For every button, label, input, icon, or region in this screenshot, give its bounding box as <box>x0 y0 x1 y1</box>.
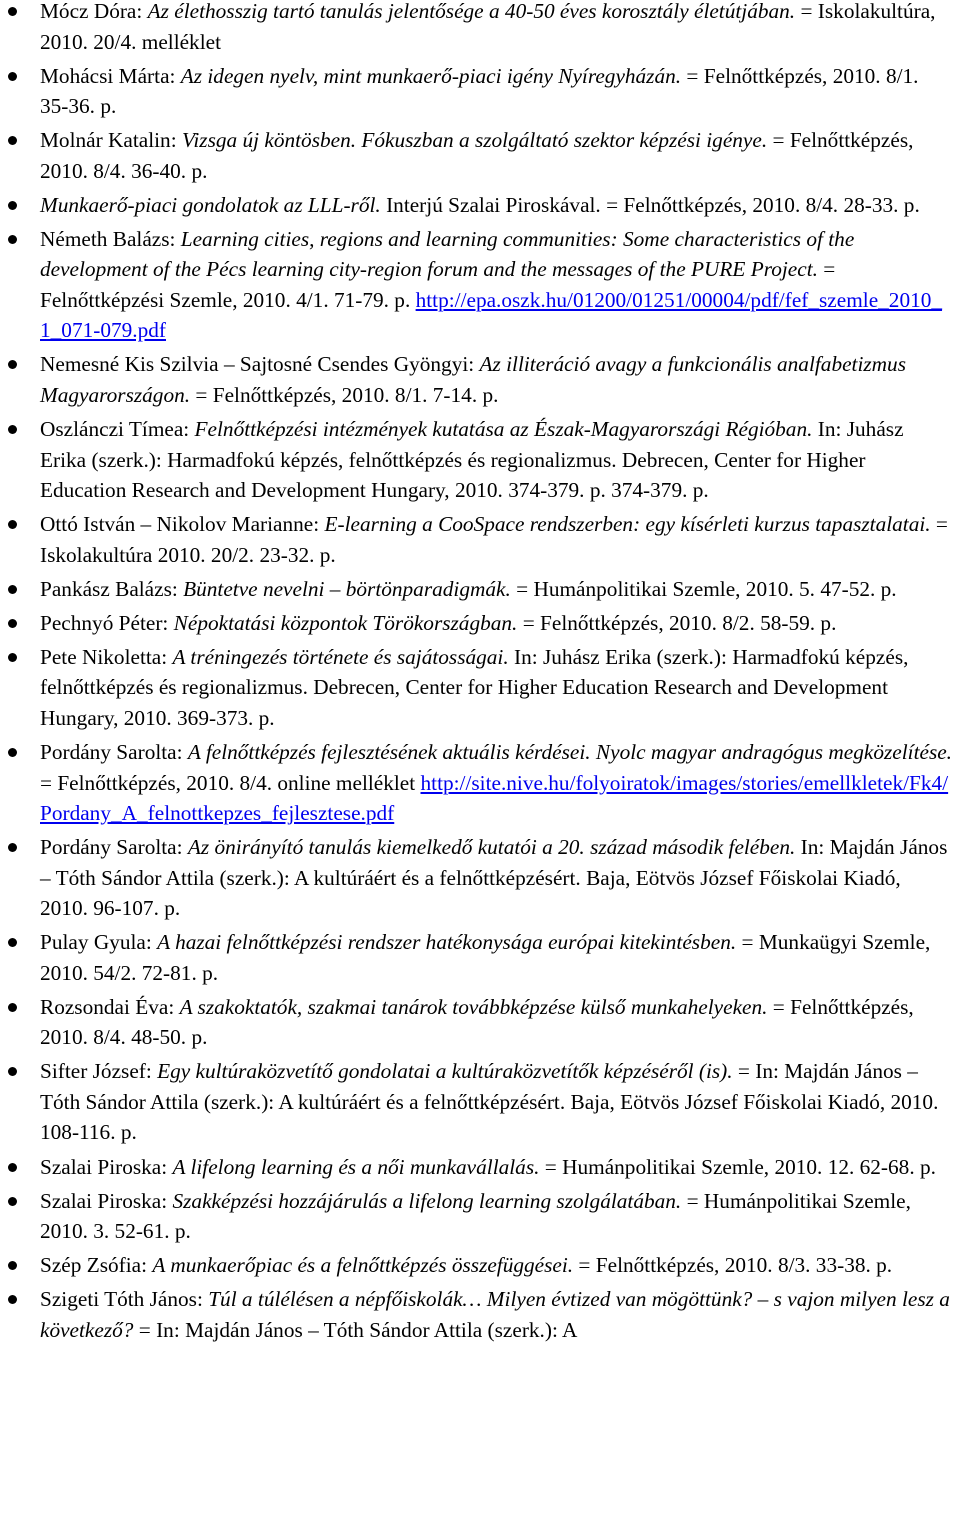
entry-title: E-learning a CooSpace rendszerben: egy kísérleti kurzus tapasztalatai. <box>324 512 931 537</box>
entry-author: Pulay Gyula: <box>40 930 158 955</box>
entry-source: = Felnőttképzés, 2010. 8/1. 7-14. p. <box>190 382 499 407</box>
bibliography-entry <box>40 832 952 924</box>
entry-author: Németh Balázs: <box>40 226 181 251</box>
entry-source: = Felnőttképzés, 2010. 8/4. 36-40. p. <box>40 128 914 183</box>
bibliography-entry <box>40 992 952 1053</box>
entry-source: = In: Majdán János – Tóth Sándor Attila (szerk.): A kultúráért és a felnőttképzésért. Baja, Eötvös József Főiskolai Kiadó, 2010. 108-116. p. <box>40 1059 939 1145</box>
entry-source: = Iskolakultúra, 2010. 20/4. melléklet <box>40 0 936 54</box>
bibliography-entry <box>40 349 952 410</box>
entry-author: Pechnyó Péter: <box>40 610 174 635</box>
entry-source: In: Juhász Erika (szerk.): Harmadfokú képzés, felnőttképzés és regionalizmus. Debrecen, Center for Higher Education Research and Development Hungary, 2010. 369-373. p. <box>40 644 909 730</box>
entry-source: In: Majdán János – Tóth Sándor Attila (szerk.): A kultúráért és a felnőttképzésért. Baja, Eötvös József Főiskolai Kiadó, 2010. 96-107. p. <box>40 835 948 921</box>
bibliography-entry <box>40 737 952 829</box>
entry-title: Túl a túlélésen a népfőiskolák… Milyen évtized van mögöttünk? – s vajon milyen lesz a következő? <box>40 1287 950 1342</box>
entry-author: Ottó István – Nikolov Marianne: <box>40 512 325 537</box>
entry-author: Pete Nikoletta: <box>40 644 173 669</box>
bibliography-entry <box>40 1152 952 1183</box>
bibliography-entry <box>40 190 952 221</box>
bibliography-entry <box>40 642 952 734</box>
entry-source: = Munkaügyi Szemle, 2010. 54/2. 72-81. p. <box>40 930 931 985</box>
entry-source: = In: Majdán János – Tóth Sándor Attila (szerk.): A <box>133 1317 578 1342</box>
entry-title: Munkaerő-piaci gondolatok az LLL-ről. <box>40 192 381 217</box>
entry-source: = Felnőttképzési Szemle, 2010. 4/1. 71-79. p. <box>40 257 836 312</box>
entry-title: A lifelong learning és a női munkavállalás. <box>172 1154 540 1179</box>
entry-title: Az illiteráció avagy a funkcionális analfabetizmus Magyarországon. <box>40 352 906 407</box>
entry-author: Sifter József: <box>40 1059 158 1084</box>
entry-title: Az önirányító tanulás kiemelkedő kutatói a 20. század második felében. <box>187 835 796 860</box>
entry-author: Szalai Piroska: <box>40 1154 173 1179</box>
entry-link[interactable]: http://site.nive.hu/folyoiratok/images/stories/emellkletek/Fk4/Pordany_A_felnottkepzes_fejlesztese.pdf <box>40 770 949 826</box>
entry-title: A munkaerőpiac és a felnőttképzés összefüggései. <box>152 1253 574 1278</box>
entry-author: Szép Zsófia: <box>40 1253 153 1278</box>
entry-author: Molnár Katalin: <box>40 128 182 153</box>
entry-author: Nemesné Kis Szilvia – Sajtosné Csendes Gyöngyi: <box>40 352 480 377</box>
bibliography-entry <box>40 0 952 57</box>
entry-source: = Felnőttképzés, 2010. 8/1. 35-36. p. <box>40 63 919 119</box>
entry-title: Egy kultúraközvetítő gondolatai a kultúraközvetítők képzéséről (is). <box>157 1059 733 1084</box>
entry-title: A felnőttképzés fejlesztésének aktuális kérdései. Nyolc magyar andragógus megközelítése. <box>187 740 953 765</box>
entry-source: = Felnőttképzés, 2010. 8/3. 33-38. p. <box>573 1253 893 1278</box>
entry-title: Felnőttképzési intézmények kutatása az Észak-Magyarországi Régióban. <box>194 417 813 442</box>
entry-title: Learning cities, regions and learning communities: Some characteristics of the development of the Pécs learning city-region forum and the messages of the PURE Project. <box>40 226 855 282</box>
entry-author: Oszlánczi Tímea: <box>40 417 195 442</box>
bibliography-entry <box>40 927 952 988</box>
bibliography-entry <box>40 414 952 506</box>
entry-title: A hazai felnőttképzési rendszer hatékonysága európai kitekintésben. <box>157 930 737 955</box>
entry-source: = Felnőttképzés, 2010. 8/4. 48-50. p. <box>40 994 914 1050</box>
bibliography-entry <box>40 509 952 570</box>
entry-title: Népoktatási központok Törökországban. <box>173 610 518 635</box>
bibliography-entry <box>40 1186 952 1247</box>
entry-title: Az idegen nyelv, mint munkaerő-piaci igény Nyíregyházán. <box>180 63 682 88</box>
entry-author: Pordány Sarolta: <box>40 835 188 860</box>
bibliography-entry <box>40 224 952 346</box>
bibliography-entry <box>40 1284 952 1345</box>
bibliography-entry <box>40 1056 952 1148</box>
entry-source: = Humánpolitikai Szemle, 2010. 5. 47-52. p. <box>510 576 897 601</box>
entry-author: Rozsondai Éva: <box>40 994 180 1019</box>
entry-author: Szigeti Tóth János: <box>40 1287 209 1312</box>
entry-author: Mohácsi Márta: <box>40 63 181 88</box>
entry-source: = Felnőttképzés, 2010. 8/4. online melléklet <box>40 770 421 795</box>
entry-author: Szalai Piroska: <box>40 1188 173 1213</box>
entry-source: Interjú Szalai Piroskával. = Felnőttképzés, 2010. 8/4. 28-33. p. <box>380 192 920 217</box>
entry-title: Büntetve nevelni – börtönparadigmák. <box>183 576 511 601</box>
entry-author: Pankász Balázs: <box>40 576 184 601</box>
entry-title: A tréningezés története és sajátosságai. <box>172 644 509 669</box>
bibliography-entry <box>40 125 952 186</box>
bibliography-entry <box>40 1250 952 1281</box>
entry-source: = Humánpolitikai Szemle, 2010. 12. 62-68. p. <box>539 1154 936 1179</box>
entry-source: = Iskolakultúra 2010. 20/2. 23-32. p. <box>40 512 948 567</box>
entry-title: A szakoktatók, szakmai tanárok továbbképzése külső munkahelyeken. <box>179 994 768 1019</box>
entry-title: Az élethosszig tartó tanulás jelentősége a 40-50 éves korosztály életútjában. <box>147 0 796 23</box>
entry-title: Szakképzési hozzájárulás a lifelong learning szolgálatában. <box>172 1188 682 1213</box>
entry-source: In: Juhász Erika (szerk.): Harmadfokú képzés, felnőttképzés és regionalizmus. Debrecen, Center for Higher Education Research and Development Hungary, 2010. 374-379. p. 374-379. p. <box>40 417 904 503</box>
entry-link[interactable]: http://epa.oszk.hu/01200/01251/00004/pdf/fef_szemle_2010_1_071-079.pdf <box>40 287 943 343</box>
entry-source: = Humánpolitikai Szemle, 2010. 3. 52-61. p. <box>40 1188 911 1244</box>
bibliography-entry <box>40 61 952 122</box>
entry-title: Vizsga új köntösben. Fókuszban a szolgáltató szektor képzési igénye. <box>181 128 768 153</box>
entry-author: Pordány Sarolta: <box>40 740 188 765</box>
entry-author: Mócz Dóra: <box>40 0 148 23</box>
bibliography-entry <box>40 574 952 605</box>
entry-source: = Felnőttképzés, 2010. 8/2. 58-59. p. <box>517 610 837 635</box>
bibliography-entry <box>40 608 952 639</box>
